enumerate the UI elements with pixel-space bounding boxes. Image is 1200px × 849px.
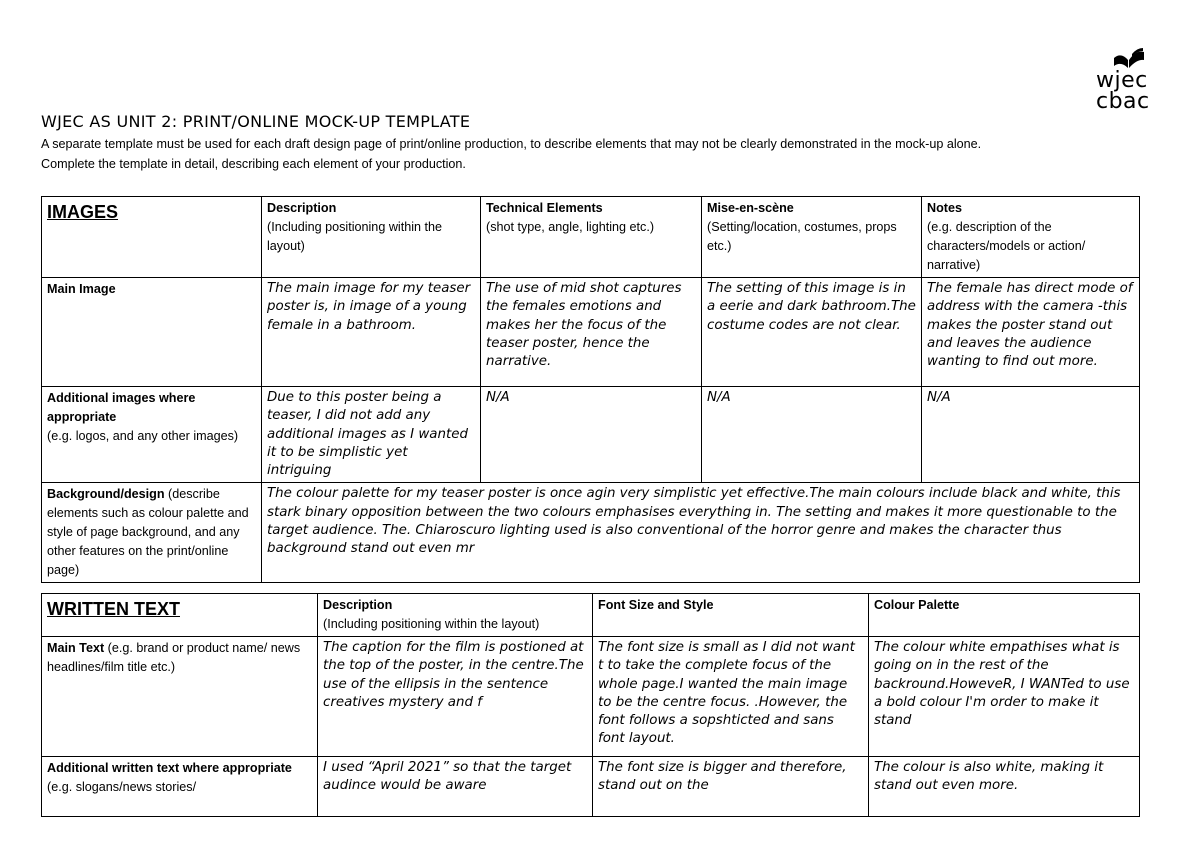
answer-cell[interactable]: The setting of this image is in a eerie and dark bathroom.The costume codes are not clear. <box>702 278 922 387</box>
written-section-title: WRITTEN TEXT <box>47 599 180 619</box>
answer-cell[interactable]: The caption for the film is postioned at the top of the poster, in the centre.The use of the ellipsis in the sentence creatives mystery and f <box>318 637 593 757</box>
table-row <box>42 757 1140 817</box>
page-title: WJEC AS UNIT 2: PRINT/ONLINE MOCK-UP TEMPLATE <box>41 112 471 131</box>
row-label-title: Main Text <box>47 641 105 655</box>
header-title: Colour Palette <box>874 598 960 612</box>
header-technical <box>481 197 702 278</box>
answer-cell[interactable]: The use of mid shot captures the females emotions and makes her the focus of the teaser poster, hence the narrative. <box>481 278 702 387</box>
written-section-cell <box>42 594 318 637</box>
table-row <box>42 387 1140 483</box>
answer-cell[interactable]: The main image for my teaser poster is, in image of a young female in a bathroom. <box>262 278 481 387</box>
logo-line-1: wjec <box>1096 68 1148 93</box>
row-label-title: Additional written text where appropriate <box>47 761 292 775</box>
intro-line-2: Complete the template in detail, describing each element of your production. <box>41 157 466 171</box>
answer-cell[interactable]: The font size is small as I did not want t to take the complete focus of the whole page.I wanted the main image to be the centre focus. .However, the font follows a sopshticted and sans font layout. <box>593 637 869 757</box>
header-sub: (Setting/location, costumes, props etc.) <box>707 220 897 253</box>
header-title: Notes <box>927 201 962 215</box>
row-label-title: Background/design <box>47 487 165 502</box>
header-sub: (e.g. description of the characters/models or action/ narrative) <box>927 220 1086 272</box>
images-header-row <box>42 197 1140 278</box>
logo-line-2: cbac <box>1096 89 1150 114</box>
header-description <box>318 594 593 637</box>
table-row <box>42 637 1140 757</box>
row-label-title: Additional images where appropriate <box>47 391 196 424</box>
header-colour-palette <box>869 594 1140 637</box>
header-title: Font Size and Style <box>598 598 714 612</box>
row-label-sub: (e.g. slogans/news stories/ <box>47 780 197 794</box>
answer-cell[interactable]: N/A <box>922 387 1140 483</box>
written-header-row <box>42 594 1140 637</box>
row-label <box>42 757 318 817</box>
answer-cell[interactable]: The colour palette for my teaser poster is once agin very simplistic yet effective.The main colours include black and white, this stark binary opposition between the two colours emphasises everything in. The setting and makes it more questionable to the target audience. The. Chiaroscuro lighting used is also conventional of the horror genre and makes the character thus background stand out even mr <box>262 483 1140 583</box>
row-label-sub: (e.g. brand or product name/ news headlines/film title etc.) <box>47 641 301 674</box>
header-mise-en-scene <box>702 197 922 278</box>
row-label-sub: (describe elements such as colour palette and style of page background, and any other features on the print/online page) <box>47 487 249 578</box>
header-description <box>262 197 481 278</box>
table-row <box>42 483 1140 583</box>
book-leaf-icon <box>1112 48 1146 70</box>
row-label <box>42 278 262 387</box>
wjec-cbac-logo <box>1092 46 1164 114</box>
answer-cell[interactable]: The colour is also white, making it stand out even more. <box>869 757 1140 817</box>
row-label-sub: (e.g. logos, and any other images) <box>47 429 239 443</box>
images-table <box>41 196 1140 583</box>
header-title: Description <box>267 201 337 215</box>
header-sub: (shot type, angle, lighting etc.) <box>486 220 655 234</box>
answer-cell[interactable]: N/A <box>702 387 922 483</box>
answer-cell[interactable]: The colour white empathises what is going on in the rest of the backround.HoweveR, I WANTed to use a bold colour I'm order to make it stand <box>869 637 1140 757</box>
header-font <box>593 594 869 637</box>
answer-cell[interactable]: N/A <box>481 387 702 483</box>
intro-line-1: A separate template must be used for each draft design page of print/online production, to describe elements that may not be clearly demonstrated in the mock-up alone. <box>41 137 982 151</box>
header-notes <box>922 197 1140 278</box>
header-title: Technical Elements <box>486 201 603 215</box>
images-section-title: IMAGES <box>47 202 119 222</box>
logo-text <box>1096 70 1150 112</box>
row-label <box>42 387 262 483</box>
answer-cell[interactable]: I used “April 2021” so that the target audince would be aware <box>318 757 593 817</box>
header-sub: (Including positioning within the layout) <box>323 617 540 631</box>
row-label <box>42 483 262 583</box>
answer-cell[interactable]: Due to this poster being a teaser, I did not add any additional images as I wanted it to be simplistic yet intriguing <box>262 387 481 483</box>
written-text-table <box>41 593 1140 817</box>
row-label-title: Main Image <box>47 282 116 296</box>
answer-cell[interactable]: The font size is bigger and therefore, stand out on the <box>593 757 869 817</box>
images-section-cell <box>42 197 262 278</box>
table-row <box>42 278 1140 387</box>
header-sub: (Including positioning within the layout) <box>267 220 443 253</box>
answer-cell[interactable]: The female has direct mode of address with the camera -this makes the poster stand out and leaves the audience wanting to find out more. <box>922 278 1140 387</box>
header-title: Description <box>323 598 393 612</box>
intro-text <box>41 134 1161 174</box>
header-title: Mise-en-scène <box>707 201 794 215</box>
row-label <box>42 637 318 757</box>
